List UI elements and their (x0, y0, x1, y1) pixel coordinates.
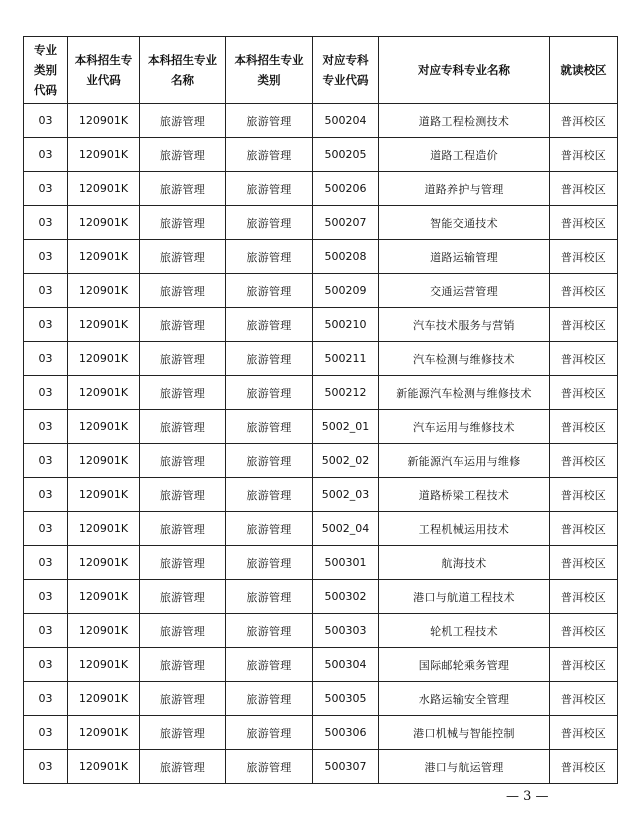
table-row (24, 342, 618, 376)
table-header-row (24, 37, 618, 104)
table-row (24, 478, 618, 512)
junior-name-cell: 汽车检测与维修技术 (379, 342, 550, 376)
junior-code-cell: 500209 (313, 274, 379, 308)
campus-cell: 普洱校区 (550, 546, 618, 580)
junior-name-cell: 新能源汽车检测与维修技术 (379, 376, 550, 410)
undergrad-code-cell: 120901K (68, 240, 140, 274)
page-number: — 3 — (506, 789, 549, 804)
undergrad-code-cell: 120901K (68, 376, 140, 410)
undergrad-name-cell: 旅游管理 (140, 240, 226, 274)
table-row (24, 240, 618, 274)
undergrad-category-cell: 旅游管理 (226, 104, 313, 138)
undergrad-name-cell: 旅游管理 (140, 308, 226, 342)
undergrad-code-cell: 120901K (68, 478, 140, 512)
junior-name-cell: 道路养护与管理 (379, 172, 550, 206)
category-code-cell: 03 (24, 478, 68, 512)
junior-name-cell: 道路工程检测技术 (379, 104, 550, 138)
category-code-cell: 03 (24, 138, 68, 172)
undergrad-name-cell: 旅游管理 (140, 546, 226, 580)
junior-code-cell: 500208 (313, 240, 379, 274)
category-code-cell: 03 (24, 682, 68, 716)
junior-code-cell: 500211 (313, 342, 379, 376)
junior-name-cell: 水路运输安全管理 (379, 682, 550, 716)
junior-code-cell: 500301 (313, 546, 379, 580)
undergrad-category-cell: 旅游管理 (226, 512, 313, 546)
junior-code-cell: 500206 (313, 172, 379, 206)
table-row (24, 580, 618, 614)
junior-name-cell: 港口机械与智能控制 (379, 716, 550, 750)
category-code-cell: 03 (24, 444, 68, 478)
category-code-cell: 03 (24, 512, 68, 546)
campus-cell: 普洱校区 (550, 682, 618, 716)
junior-code-cell: 500306 (313, 716, 379, 750)
header-campus: 就读校区 (550, 37, 618, 104)
junior-code-cell: 500205 (313, 138, 379, 172)
undergrad-category-cell: 旅游管理 (226, 308, 313, 342)
junior-code-cell: 500303 (313, 614, 379, 648)
table-row (24, 444, 618, 478)
undergrad-code-cell: 120901K (68, 104, 140, 138)
table-row (24, 716, 618, 750)
undergrad-code-cell: 120901K (68, 410, 140, 444)
campus-cell: 普洱校区 (550, 274, 618, 308)
undergrad-name-cell: 旅游管理 (140, 410, 226, 444)
undergrad-category-cell: 旅游管理 (226, 580, 313, 614)
undergrad-category-cell: 旅游管理 (226, 648, 313, 682)
table-row (24, 308, 618, 342)
junior-name-cell: 汽车技术服务与营销 (379, 308, 550, 342)
undergrad-name-cell: 旅游管理 (140, 478, 226, 512)
campus-cell: 普洱校区 (550, 104, 618, 138)
junior-name-cell: 工程机械运用技术 (379, 512, 550, 546)
campus-cell: 普洱校区 (550, 138, 618, 172)
undergrad-code-cell: 120901K (68, 172, 140, 206)
campus-cell: 普洱校区 (550, 478, 618, 512)
table-row (24, 750, 618, 784)
junior-code-cell: 500212 (313, 376, 379, 410)
table-row (24, 376, 618, 410)
campus-cell: 普洱校区 (550, 376, 618, 410)
campus-cell: 普洱校区 (550, 172, 618, 206)
junior-code-cell: 5002_04 (313, 512, 379, 546)
category-code-cell: 03 (24, 614, 68, 648)
junior-name-cell: 道路运输管理 (379, 240, 550, 274)
undergrad-code-cell: 120901K (68, 308, 140, 342)
undergrad-category-cell: 旅游管理 (226, 546, 313, 580)
undergrad-name-cell: 旅游管理 (140, 138, 226, 172)
undergrad-code-cell: 120901K (68, 716, 140, 750)
junior-name-cell: 道路工程造价 (379, 138, 550, 172)
campus-cell: 普洱校区 (550, 308, 618, 342)
undergrad-code-cell: 120901K (68, 682, 140, 716)
junior-code-cell: 5002_02 (313, 444, 379, 478)
undergrad-category-cell: 旅游管理 (226, 614, 313, 648)
undergrad-code-cell: 120901K (68, 138, 140, 172)
table-row (24, 648, 618, 682)
category-code-cell: 03 (24, 206, 68, 240)
table-row (24, 172, 618, 206)
junior-name-cell: 港口与航运管理 (379, 750, 550, 784)
category-code-cell: 03 (24, 410, 68, 444)
junior-name-cell: 航海技术 (379, 546, 550, 580)
junior-name-cell: 汽车运用与维修技术 (379, 410, 550, 444)
undergrad-code-cell: 120901K (68, 648, 140, 682)
undergrad-category-cell: 旅游管理 (226, 172, 313, 206)
undergrad-code-cell: 120901K (68, 580, 140, 614)
junior-name-cell: 交通运营管理 (379, 274, 550, 308)
undergrad-category-cell: 旅游管理 (226, 206, 313, 240)
undergrad-category-cell: 旅游管理 (226, 682, 313, 716)
table-row (24, 206, 618, 240)
undergrad-category-cell: 旅游管理 (226, 478, 313, 512)
junior-name-cell: 智能交通技术 (379, 206, 550, 240)
junior-name-cell: 轮机工程技术 (379, 614, 550, 648)
undergrad-category-cell: 旅游管理 (226, 274, 313, 308)
junior-code-cell: 500307 (313, 750, 379, 784)
undergrad-code-cell: 120901K (68, 614, 140, 648)
header-undergrad-code: 本科招生专 业代码 (68, 37, 140, 104)
category-code-cell: 03 (24, 274, 68, 308)
undergrad-name-cell: 旅游管理 (140, 172, 226, 206)
category-code-cell: 03 (24, 376, 68, 410)
header-junior-code: 对应专科 专业代码 (313, 37, 379, 104)
table-row (24, 104, 618, 138)
category-code-cell: 03 (24, 546, 68, 580)
undergrad-name-cell: 旅游管理 (140, 580, 226, 614)
junior-code-cell: 5002_01 (313, 410, 379, 444)
table-body (24, 104, 618, 784)
junior-name-cell: 新能源汽车运用与维修 (379, 444, 550, 478)
junior-code-cell: 5002_03 (313, 478, 379, 512)
undergrad-code-cell: 120901K (68, 512, 140, 546)
header-junior-name: 对应专科专业名称 (379, 37, 550, 104)
campus-cell: 普洱校区 (550, 240, 618, 274)
table-row (24, 546, 618, 580)
category-code-cell: 03 (24, 240, 68, 274)
category-code-cell: 03 (24, 172, 68, 206)
category-code-cell: 03 (24, 716, 68, 750)
junior-code-cell: 500210 (313, 308, 379, 342)
header-undergrad-category: 本科招生专业 类别 (226, 37, 313, 104)
undergrad-name-cell: 旅游管理 (140, 648, 226, 682)
undergrad-category-cell: 旅游管理 (226, 376, 313, 410)
campus-cell: 普洱校区 (550, 614, 618, 648)
undergrad-category-cell: 旅游管理 (226, 342, 313, 376)
undergrad-category-cell: 旅游管理 (226, 138, 313, 172)
header-category-code: 专业 类别 代码 (24, 37, 68, 104)
campus-cell: 普洱校区 (550, 410, 618, 444)
major-table (23, 36, 618, 784)
category-code-cell: 03 (24, 342, 68, 376)
junior-code-cell: 500304 (313, 648, 379, 682)
category-code-cell: 03 (24, 104, 68, 138)
table-row (24, 614, 618, 648)
undergrad-name-cell: 旅游管理 (140, 274, 226, 308)
campus-cell: 普洱校区 (550, 512, 618, 546)
undergrad-code-cell: 120901K (68, 274, 140, 308)
undergrad-name-cell: 旅游管理 (140, 614, 226, 648)
undergrad-category-cell: 旅游管理 (226, 444, 313, 478)
campus-cell: 普洱校区 (550, 206, 618, 240)
undergrad-name-cell: 旅游管理 (140, 512, 226, 546)
undergrad-name-cell: 旅游管理 (140, 682, 226, 716)
category-code-cell: 03 (24, 308, 68, 342)
campus-cell: 普洱校区 (550, 648, 618, 682)
undergrad-name-cell: 旅游管理 (140, 206, 226, 240)
undergrad-category-cell: 旅游管理 (226, 410, 313, 444)
campus-cell: 普洱校区 (550, 750, 618, 784)
junior-code-cell: 500302 (313, 580, 379, 614)
table-row (24, 682, 618, 716)
undergrad-code-cell: 120901K (68, 342, 140, 376)
undergrad-code-cell: 120901K (68, 206, 140, 240)
junior-name-cell: 港口与航道工程技术 (379, 580, 550, 614)
campus-cell: 普洱校区 (550, 716, 618, 750)
table-row (24, 512, 618, 546)
undergrad-name-cell: 旅游管理 (140, 376, 226, 410)
undergrad-name-cell: 旅游管理 (140, 342, 226, 376)
undergrad-category-cell: 旅游管理 (226, 240, 313, 274)
undergrad-name-cell: 旅游管理 (140, 444, 226, 478)
junior-code-cell: 500305 (313, 682, 379, 716)
category-code-cell: 03 (24, 750, 68, 784)
junior-code-cell: 500207 (313, 206, 379, 240)
undergrad-category-cell: 旅游管理 (226, 716, 313, 750)
undergrad-code-cell: 120901K (68, 546, 140, 580)
junior-code-cell: 500204 (313, 104, 379, 138)
undergrad-name-cell: 旅游管理 (140, 716, 226, 750)
table-row (24, 410, 618, 444)
header-undergrad-name: 本科招生专业 名称 (140, 37, 226, 104)
undergrad-category-cell: 旅游管理 (226, 750, 313, 784)
campus-cell: 普洱校区 (550, 342, 618, 376)
undergrad-code-cell: 120901K (68, 444, 140, 478)
table-row (24, 274, 618, 308)
category-code-cell: 03 (24, 580, 68, 614)
undergrad-name-cell: 旅游管理 (140, 750, 226, 784)
undergrad-name-cell: 旅游管理 (140, 104, 226, 138)
junior-name-cell: 道路桥梁工程技术 (379, 478, 550, 512)
junior-name-cell: 国际邮轮乘务管理 (379, 648, 550, 682)
category-code-cell: 03 (24, 648, 68, 682)
undergrad-code-cell: 120901K (68, 750, 140, 784)
campus-cell: 普洱校区 (550, 444, 618, 478)
campus-cell: 普洱校区 (550, 580, 618, 614)
table-row (24, 138, 618, 172)
